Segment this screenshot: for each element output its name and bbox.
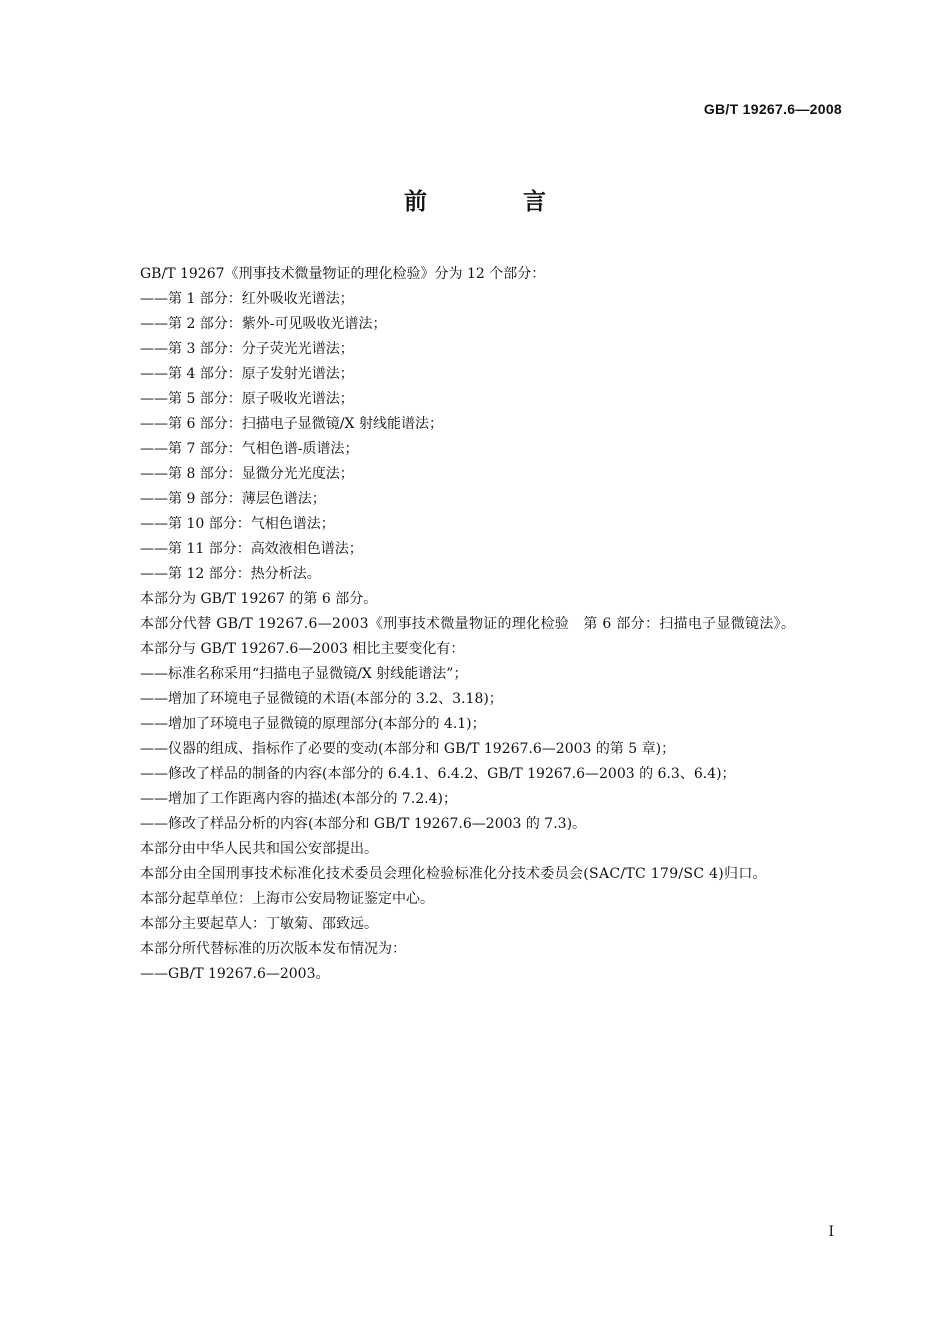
list-item: ——第 10 部分：气相色谱法； xyxy=(140,516,335,532)
list-item: ——第 1 部分：红外吸收光谱法； xyxy=(140,291,354,307)
text-line: 本部分由中华人民共和国公安部提出。 xyxy=(140,841,378,857)
list-item: ——第 5 部分：原子吸收光谱法； xyxy=(140,391,354,407)
list-item: ——第 8 部分：显微分光光度法； xyxy=(140,466,354,482)
list-item: ——仪器的组成、指标作了必要的变动(本部分和 GB/T 19267.6—2003 的第 5 章)； xyxy=(140,741,676,757)
text-line: 本部分与 GB/T 19267.6—2003 相比主要变化有： xyxy=(140,641,465,657)
list-item: ——第 9 部分：薄层色谱法； xyxy=(140,491,326,507)
list-item: ——第 4 部分：原子发射光谱法； xyxy=(140,366,354,382)
text-line: 本部分主要起草人：丁敏菊、邵致远。 xyxy=(140,916,378,932)
list-item: ——第 11 部分：高效液相色谱法； xyxy=(140,541,363,557)
text-line: 本部分为 GB/T 19267 的第 6 部分。 xyxy=(140,591,378,607)
list-item: ——增加了环境电子显微镜的原理部分(本部分的 4.1)； xyxy=(140,716,486,732)
list-item: ——第 2 部分：紫外-可见吸收光谱法； xyxy=(140,316,387,332)
paragraph-committee: 本部分由全国刑事技术标准化技术委员会理化检验标准化分技术委员会(SAC/TC 179/SC 4)归口。 xyxy=(140,866,767,882)
page-number: I xyxy=(828,1224,834,1240)
text-line: GB/T 19267《刑事技术微量物证的理化检验》分为 12 个部分： xyxy=(140,266,546,282)
text-line: 本部分所代替标准的历次版本发布情况为： xyxy=(140,941,406,957)
standard-code: GB/T 19267.6—2008 xyxy=(703,101,842,117)
text-line: 本部分起草单位：上海市公安局物证鉴定中心。 xyxy=(140,891,434,907)
list-item: ——第 3 部分：分子荧光光谱法； xyxy=(140,341,354,357)
list-item: ——GB/T 19267.6—2003。 xyxy=(140,966,330,982)
list-item: ——修改了样品的制备的内容(本部分的 6.4.1、6.4.2、GB/T 19267.6—2003 的 6.3、6.4)； xyxy=(140,766,736,782)
list-item: ——增加了环境电子显微镜的术语(本部分的 3.2、3.18)； xyxy=(140,691,503,707)
list-item: ——增加了工作距离内容的描述(本部分的 7.2.4)； xyxy=(140,791,457,807)
list-item: ——标准名称采用“扫描电子显微镜/X 射线能谱法”； xyxy=(140,666,468,682)
list-item: ——第 12 部分：热分析法。 xyxy=(140,566,321,582)
list-item: ——第 7 部分：气相色谱-质谱法； xyxy=(140,441,359,457)
paragraph-replaces: 本部分代替 GB/T 19267.6—2003《刑事技术微量物证的理化检验 第 6 部分：扫描电子显微镜法》。 xyxy=(140,616,796,632)
document-body xyxy=(108,262,842,987)
list-item: ——修改了样品分析的内容(本部分和 GB/T 19267.6—2003 的 7.3)。 xyxy=(140,816,587,832)
page-title: 前 言 xyxy=(403,189,590,215)
list-item: ——第 6 部分：扫描电子显微镜/X 射线能谱法； xyxy=(140,416,443,432)
